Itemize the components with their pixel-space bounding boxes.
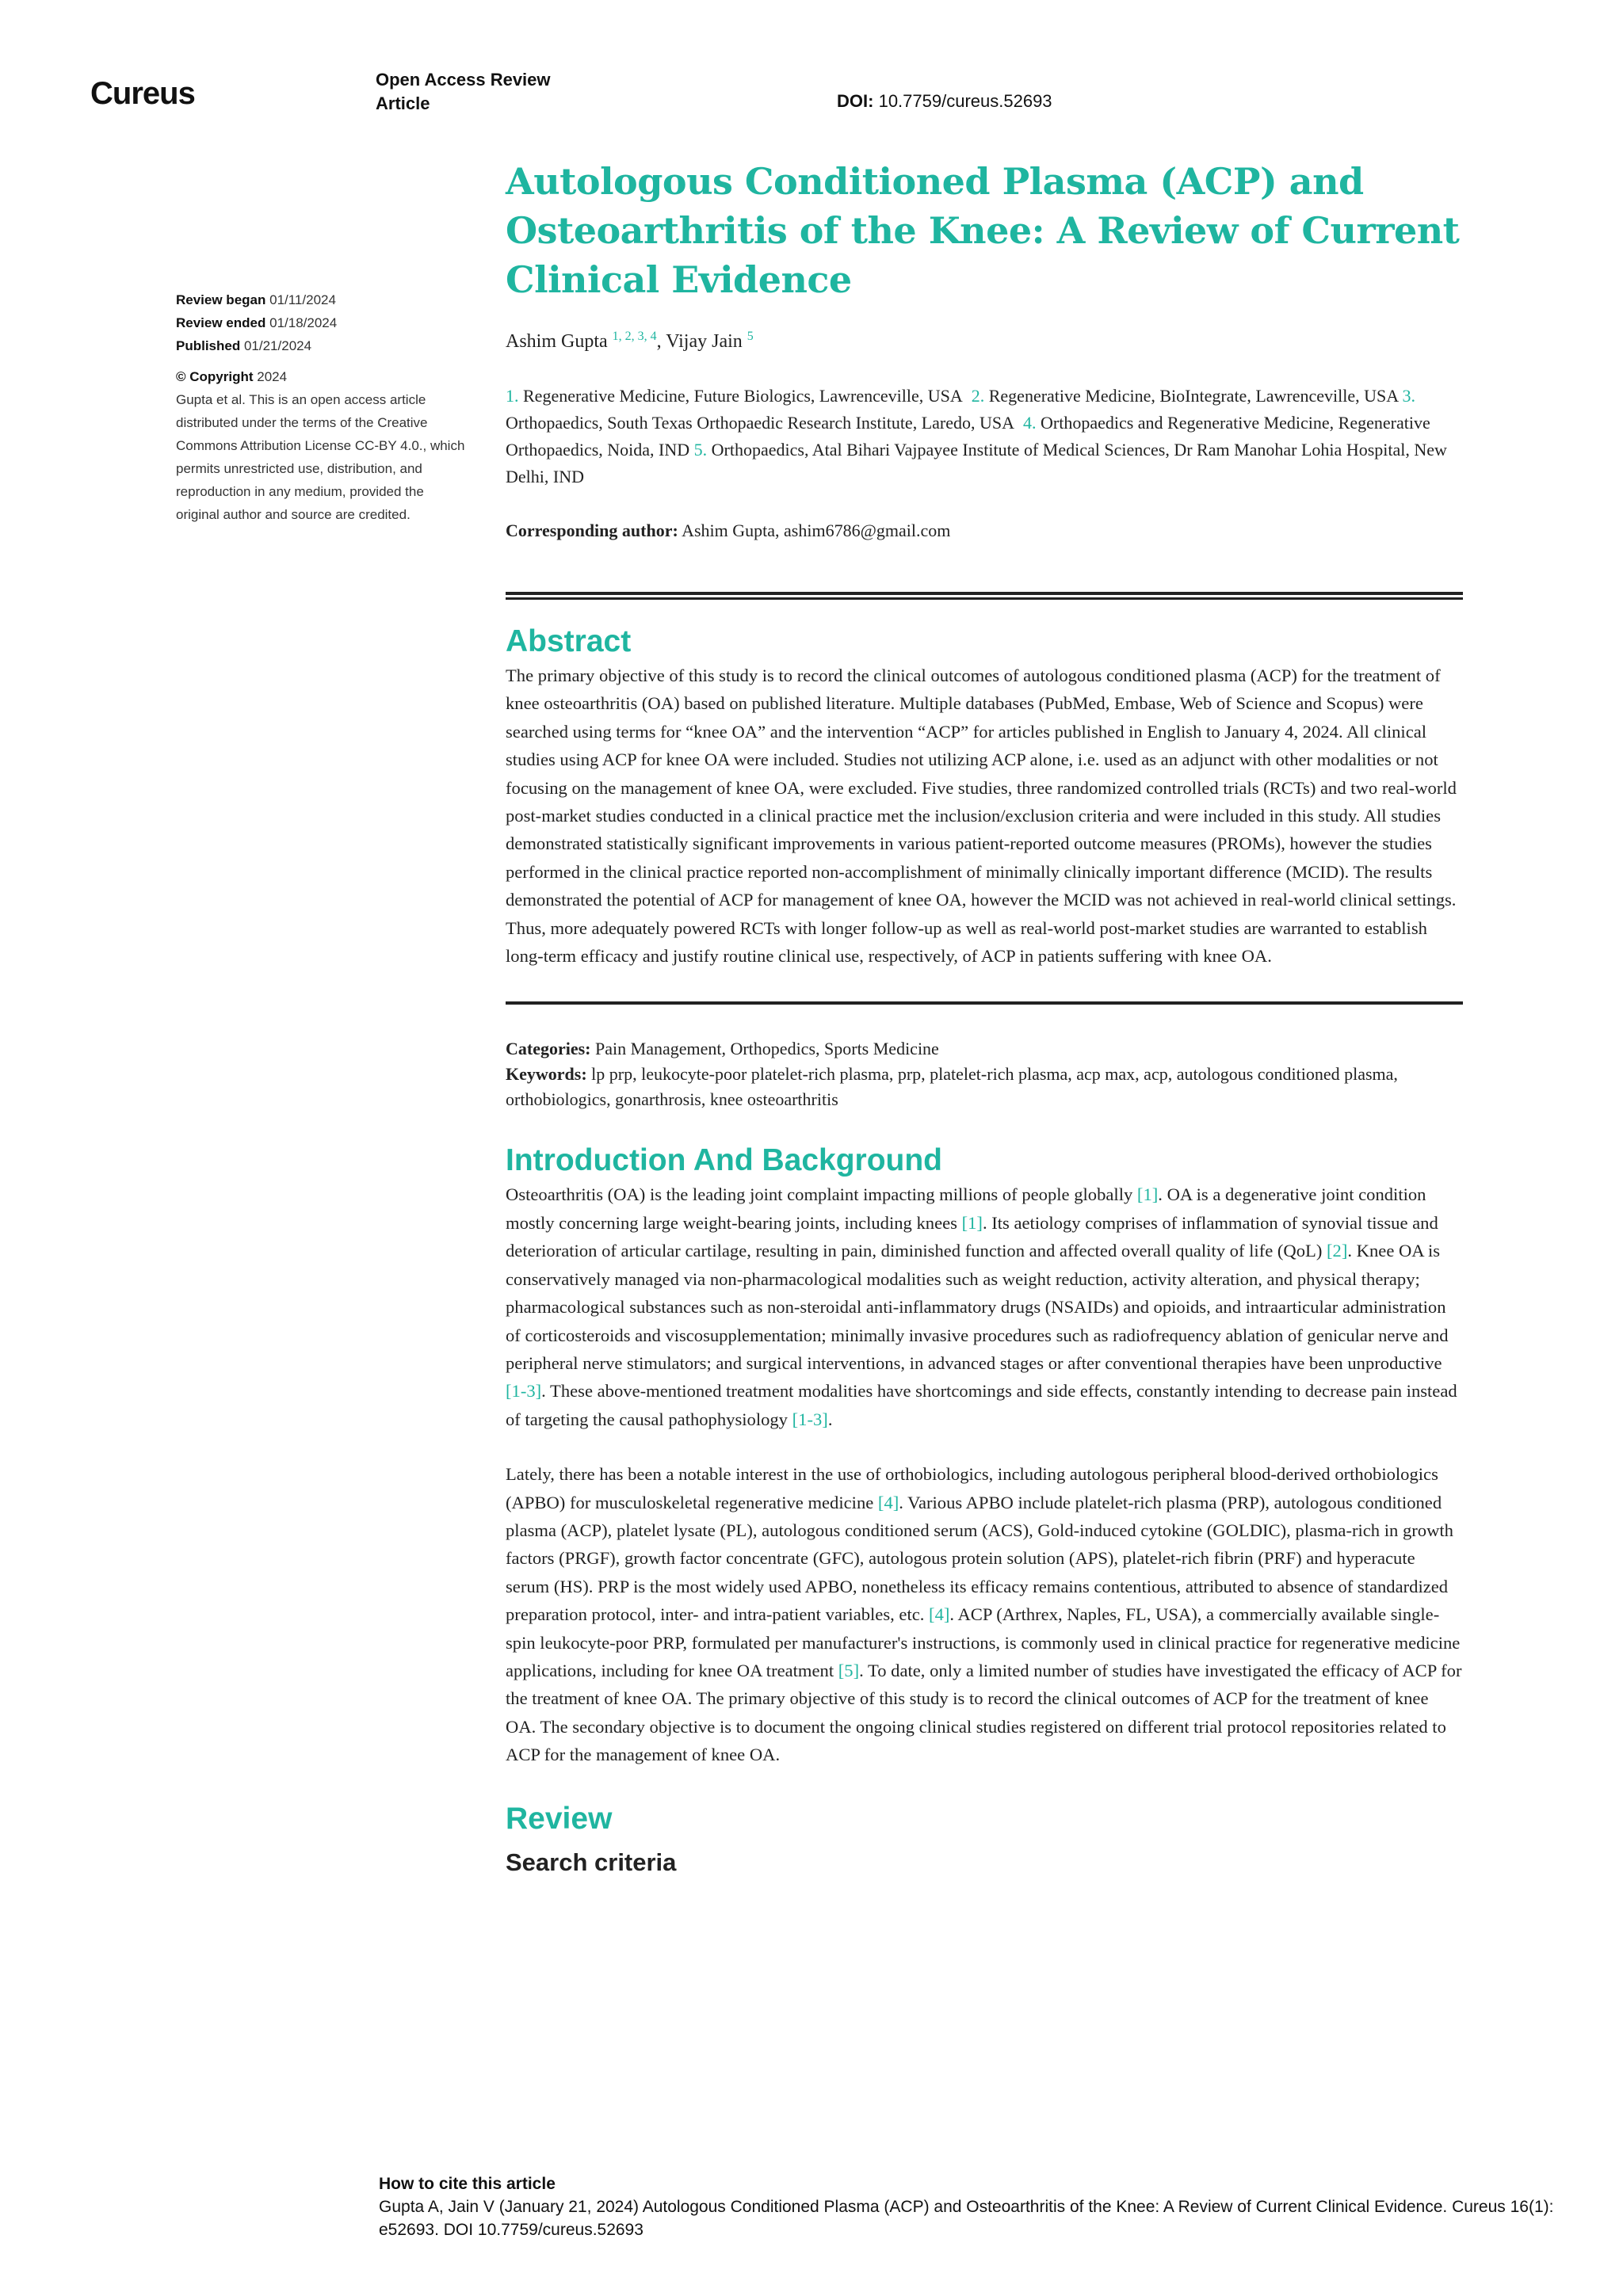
citation-link[interactable]: [1-3] [792, 1409, 828, 1429]
affiliation: 2. Regenerative Medicine, BioIntegrate, Lawrenceville, USA [971, 386, 1398, 406]
search-criteria-heading: Search criteria [506, 1848, 677, 1876]
published-date: 01/21/2024 [243, 338, 312, 353]
article-type-line1: Open Access Review [376, 70, 551, 90]
author-separator: , [656, 331, 662, 352]
how-to-cite-text: Gupta A, Jain V (January 21, 2024) Autologous Conditioned Plasma (ACP) and Osteoarthritis of the Knee: A Review of Current Clinical Evidence. Cureus 16(1): e52693. DOI 10.7759/cureus.52693 [379, 2198, 1554, 2239]
affiliation: 5. Orthopaedics, Atal Bihari Vajpayee Institute of Medical Sciences, Dr Ram Manohar Lohia Hospital, New Delhi, IND [506, 440, 1447, 486]
introduction-paragraph: Lately, there has been a notable interest in the use of orthobiologics, including autologous peripheral blood-derived orthobiologics (APBO) for musculoskeletal regenerative medicine [4]. Various APBO include platelet-rich plasma (PRP), autologous conditioned plasma (ACP), platelet lysate (PL), autologous conditioned serum (ACS), Gold-induced cytokine (GOLDIC), plasma-rich in growth factors (PRGF), growth factor concentrate (GFC), autologous protein solution (APS), platelet-rich fibrin (PRF) and hyperacute serum (HS). PRP is the most widely used APBO, nonetheless its efficacy remains contentious, attributed to absence of standardized preparation protocol, inter- and intra-patient variables, etc. [4]. ACP (Arthrex, Naples, FL, USA), a commercially available single-spin leukocyte-poor PRP, formulated per manufacturer's instructions, is commonly used in clinical practice for regenerative medicine applications, including for knee OA treatment [5]. To date, only a limited number of studies have investigated the efficacy of ACP for the treatment of knee OA. The primary objective of this study is to record the clinical outcomes of ACP for the treatment of knee OA. The secondary objective is to document the ongoing clinical studies registered on different trial protocol repositories related to ACP for the management of knee OA. [506, 1464, 1462, 1765]
journal-logo: Cureus [90, 76, 195, 111]
categories-value: Pain Management, Orthopedics, Sports Medicine [595, 1039, 939, 1059]
doi-value[interactable]: 10.7759/cureus.52693 [878, 91, 1052, 111]
copyright-text: Gupta et al. This is an open access article distributed under the terms of the Creative Commons Attribution License CC-BY 4.0., which permits unrestricted use, distribution, and reproduction in any medium, provided the original author and source are credited. [176, 392, 465, 522]
review-began-label: Review began [176, 292, 266, 307]
citation-link[interactable]: [4] [929, 1604, 950, 1625]
copyright-year: 2024 [257, 369, 288, 384]
introduction-heading: Introduction And Background [506, 1143, 943, 1178]
affiliation: 1. Regenerative Medicine, Future Biologics, Lawrenceville, USA [506, 386, 963, 406]
citation-link[interactable]: [1] [1136, 1184, 1159, 1205]
doi [837, 91, 1052, 112]
corresponding-author-label: Corresponding author: [506, 521, 678, 540]
citation-link[interactable]: [4] [877, 1492, 899, 1512]
review-began-date: 01/11/2024 [269, 292, 336, 307]
published [176, 334, 471, 357]
author-affiliation-refs[interactable]: 5 [747, 330, 754, 343]
published-label: Published [176, 338, 241, 353]
categories [506, 1036, 1463, 1062]
abstract-heading: Abstract [506, 624, 632, 658]
review-ended-date: 01/18/2024 [269, 315, 338, 330]
doi-label: DOI: [837, 91, 874, 111]
how-to-cite [379, 2172, 1615, 2241]
sidebar [176, 288, 471, 526]
affiliation: 3. Orthopaedics, South Texas Orthopaedic Research Institute, Laredo, USA [506, 386, 1415, 433]
article-title: Autologous Conditioned Plasma (ACP) and Osteoarthritis of the Knee: A Review of Current Clinical Evidence [506, 160, 1460, 301]
copyright-label: © Copyright [176, 369, 254, 384]
review-ended [176, 311, 471, 334]
review-ended-label: Review ended [176, 315, 266, 330]
citation-link[interactable]: [1-3] [506, 1381, 542, 1402]
section-divider [506, 592, 1463, 595]
corresponding-author-value[interactable]: Ashim Gupta, ashim6786@gmail.com [682, 521, 951, 540]
author-affiliation-refs[interactable]: 1, 2, 3, 4 [612, 330, 657, 343]
citation-link[interactable]: [1] [961, 1212, 983, 1233]
affiliations [506, 383, 1463, 490]
citation-link[interactable]: [2] [1327, 1241, 1348, 1261]
review-heading: Review [506, 1801, 613, 1836]
how-to-cite-label: How to cite this article [379, 2175, 556, 2193]
article-type-line2: Article [376, 93, 430, 113]
article-type [376, 68, 551, 116]
review-began [176, 288, 471, 311]
section-divider [506, 1001, 1463, 1005]
author-name[interactable]: Ashim Gupta [506, 331, 608, 352]
categories-label: Categories: [506, 1039, 591, 1059]
copyright [176, 365, 471, 526]
author-name[interactable]: Vijay Jain [666, 331, 743, 352]
section-divider [506, 597, 1463, 600]
abstract-text: The primary objective of this study is to record the clinical outcomes of autologous conditioned plasma (ACP) for the treatment of knee osteoarthritis (OA) based on published literature. Multiple databases (PubMed, Embase, Web of Science and Scopus) were searched using terms for “knee OA” and the intervention “ACP” for articles published in English to January 4, 2024. All clinical studies using ACP for knee OA were included. Studies not utilizing ACP alone, i.e. used as an adjunct with other modalities or not focusing on the management of knee OA, were excluded. Five studies, three randomized controlled trials (RCTs) and two real-world post-market studies conducted in a clinical practice met the inclusion/exclusion criteria and were included in this study. All studies demonstrated statistically significant improvements in various patient-reported outcome measures (PROMs), however the studies performed in the clinical practice reported non-accomplishment of minimally clinically important difference (MCID). The results demonstrated the potential of ACP for management of knee OA, however the MCID was not achieved in real-world clinical settings. Thus, more adequately powered RCTs with longer follow-up as well as real-world post-market studies are warranted to establish long-term efficacy and justify routine clinical use, respectively, of ACP in patients suffering with knee OA. [506, 666, 1457, 967]
author-list [506, 330, 1463, 353]
keywords-value: lp prp, leukocyte-poor platelet-rich plasma, prp, platelet-rich plasma, acp max, acp, autologous conditioned plasma, orthobiologics, gonarthrosis, knee osteoarthritis [506, 1064, 1398, 1110]
introduction-paragraph: Osteoarthritis (OA) is the leading joint complaint impacting millions of people globally [1]. OA is a degenerative joint condition mostly concerning large weight-bearing joints, including knees [1]. Its aetiology comprises of inflammation of synovial tissue and deterioration of articular cartilage, resulting in pain, diminished function and affected overall quality of life (QoL) [2]. Knee OA is conservatively managed via non-pharmacological modalities such as weight reduction, activity alteration, and physical therapy; pharmacological substances such as non-steroidal anti-inflammatory drugs (NSAIDs) and opioids, and intraarticular administration of corticosteroids and viscosupplementation; minimally invasive procedures such as radiofrequency ablation of genicular nerve and peripheral nerve stimulators; and surgical interventions, in advanced stages or after conventional therapies have been unproductive [1-3]. These above-mentioned treatment modalities have shortcomings and side effects, constantly intending to decrease pain instead of targeting the causal pathophysiology [1-3]. [506, 1184, 1457, 1429]
keywords-label: Keywords: [506, 1064, 587, 1085]
keywords [506, 1062, 1463, 1112]
affiliation: 4. Orthopaedics and Regenerative Medicine, Regenerative Orthopaedics, Noida, IND [506, 413, 1430, 460]
corresponding-author [506, 521, 1463, 541]
main-column [506, 157, 1463, 1878]
citation-link[interactable]: [5] [838, 1660, 860, 1680]
